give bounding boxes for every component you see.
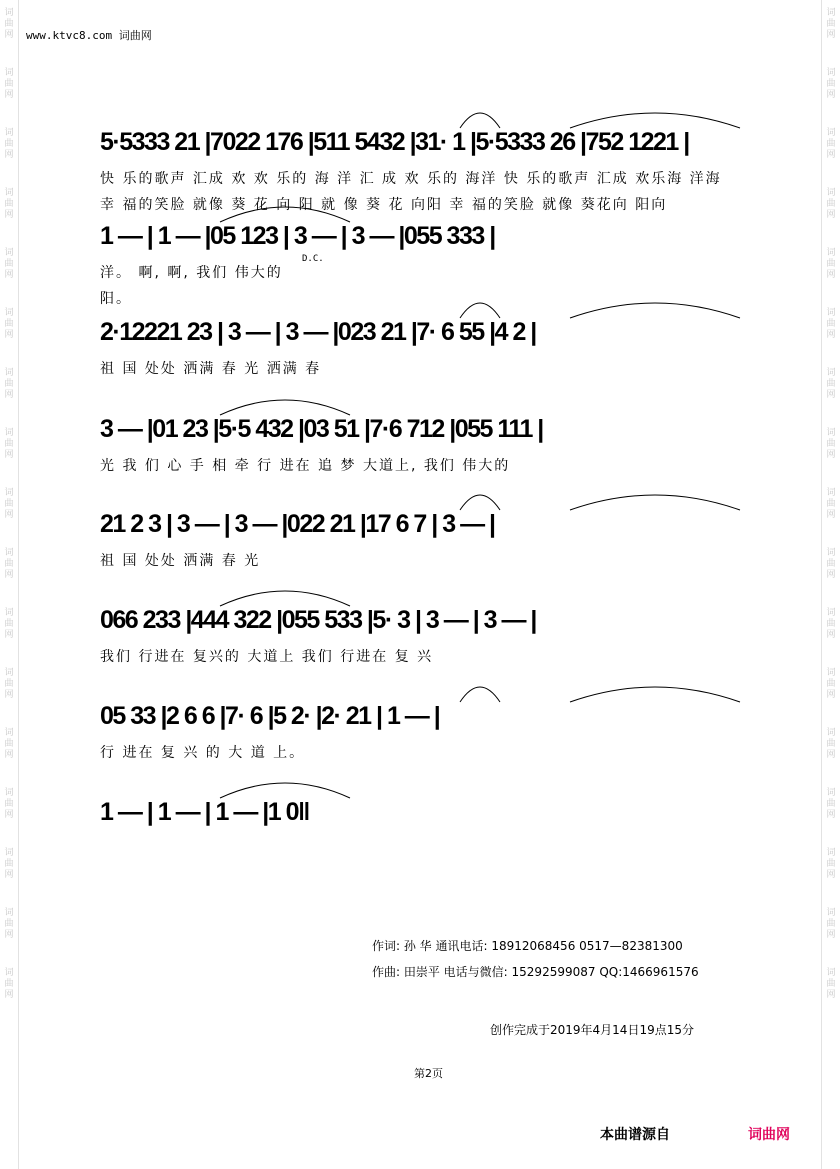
notation-line: 1 — | 1 — | 1 — |1 0‖ bbox=[100, 798, 309, 826]
completion-date: 创作完成于2019年4月14日19点15分 bbox=[490, 1023, 694, 1037]
lyric-line: 光 我 们 心 手 相 牵 行 进在 追 梦 大道上, 我们 伟大的 bbox=[100, 458, 511, 474]
notation-line: 066 233 |444 322 |055 533 |5· 3 | 3 — | 3 — | bbox=[100, 606, 536, 634]
watermark-text: 词 曲 网 bbox=[4, 428, 14, 460]
lyric-line: 祖 国 处处 洒满 春 光 bbox=[100, 553, 261, 569]
watermark-text: 词 曲 网 bbox=[826, 428, 836, 460]
watermark-text: 词 曲 网 bbox=[826, 908, 836, 940]
lyric-line: 我们 行进在 复兴的 大道上 我们 行进在 复 兴 bbox=[100, 649, 434, 665]
notation-line: 5·5333 21 |7022 176 |511 5432 |31· 1 |5·5333 26 |752 1221 | bbox=[100, 128, 689, 156]
watermark-text: 词 曲 网 bbox=[4, 488, 14, 520]
watermark-text: 词 曲 网 bbox=[4, 668, 14, 700]
site-header: www.ktvc8.com 词曲网 bbox=[26, 29, 152, 42]
watermark-text: 词 曲 网 bbox=[826, 8, 836, 40]
lyric-line: 祖 国 处处 洒满 春 光 洒满 春 bbox=[100, 361, 322, 377]
watermark-text: 词 曲 网 bbox=[826, 248, 836, 280]
dc-mark: D.C. bbox=[302, 254, 324, 264]
source-site-link[interactable]: 词曲网 bbox=[748, 1127, 790, 1143]
credit-composer: 作曲: 田崇平 电话与微信: 15292599087 QQ:1466961576 bbox=[372, 965, 699, 979]
notation-line: 3 — |01 23 |5·5 432 |03 51 |7·6 712 |055 111 | bbox=[100, 415, 543, 443]
credit-lyricist: 作词: 孙 华 通讯电话: 18912068456 0517—82381300 bbox=[372, 939, 683, 953]
lyric-line: 洋。 啊, 啊, 我们 伟大的 bbox=[100, 265, 283, 281]
left-watermark-strip bbox=[0, 0, 19, 1169]
notation-line: 2·12221 23 | 3 — | 3 — |023 21 |7· 6 55 |4 2 | bbox=[100, 318, 536, 346]
watermark-text: 词 曲 网 bbox=[4, 548, 14, 580]
watermark-text: 词 曲 网 bbox=[826, 128, 836, 160]
watermark-text: 词 曲 网 bbox=[4, 788, 14, 820]
watermark-text: 词 曲 网 bbox=[826, 68, 836, 100]
notation-line: 05 33 |2 6 6 |7· 6 |5 2· |2· 21 | 1 — | bbox=[100, 702, 440, 730]
watermark-text: 词 曲 网 bbox=[826, 308, 836, 340]
notation-line: 1 — | 1 — |05 123 | 3 — | 3 — |055 333 | bbox=[100, 222, 495, 250]
lyric-line: 行 进在 复 兴 的 大 道 上。 bbox=[100, 745, 306, 761]
watermark-text: 词 曲 网 bbox=[4, 128, 14, 160]
watermark-text: 词 曲 网 bbox=[826, 968, 836, 1000]
watermark-text: 词 曲 网 bbox=[826, 668, 836, 700]
lyric-line: 幸 福的笑脸 就像 葵 花 向 阳 就 像 葵 花 向阳 幸 福的笑脸 就像 葵花向 阳向 bbox=[100, 197, 668, 213]
watermark-text: 词 曲 网 bbox=[4, 248, 14, 280]
watermark-text: 词 曲 网 bbox=[826, 188, 836, 220]
watermark-text: 词 曲 网 bbox=[4, 188, 14, 220]
watermark-text: 词 曲 网 bbox=[826, 548, 836, 580]
watermark-text: 词 曲 网 bbox=[826, 788, 836, 820]
watermark-text: 词 曲 网 bbox=[4, 308, 14, 340]
watermark-text: 词 曲 网 bbox=[4, 608, 14, 640]
lyric-line: 阳。 bbox=[100, 291, 132, 307]
watermark-text: 词 曲 网 bbox=[4, 848, 14, 880]
page-number: 第2页 bbox=[414, 1067, 443, 1080]
watermark-text: 词 曲 网 bbox=[4, 728, 14, 760]
watermark-text: 词 曲 网 bbox=[826, 608, 836, 640]
lyric-line: 快 乐的歌声 汇成 欢 欢 乐的 海 洋 汇 成 欢 乐的 海洋 快 乐的歌声 汇成 欢乐海 洋海 bbox=[100, 171, 722, 187]
source-label: 本曲谱源自 bbox=[600, 1127, 670, 1143]
notation-line: 21 2 3 | 3 — | 3 — |022 21 |17 6 7 | 3 — | bbox=[100, 510, 495, 538]
watermark-text: 词 曲 网 bbox=[4, 68, 14, 100]
watermark-text: 词 曲 网 bbox=[826, 848, 836, 880]
watermark-text: 词 曲 网 bbox=[826, 368, 836, 400]
watermark-text: 词 曲 网 bbox=[4, 968, 14, 1000]
watermark-text: 词 曲 网 bbox=[4, 368, 14, 400]
watermark-text: 词 曲 网 bbox=[4, 8, 14, 40]
watermark-text: 词 曲 网 bbox=[826, 728, 836, 760]
watermark-text: 词 曲 网 bbox=[4, 908, 14, 940]
watermark-text: 词 曲 网 bbox=[826, 488, 836, 520]
right-watermark-strip bbox=[821, 0, 840, 1169]
